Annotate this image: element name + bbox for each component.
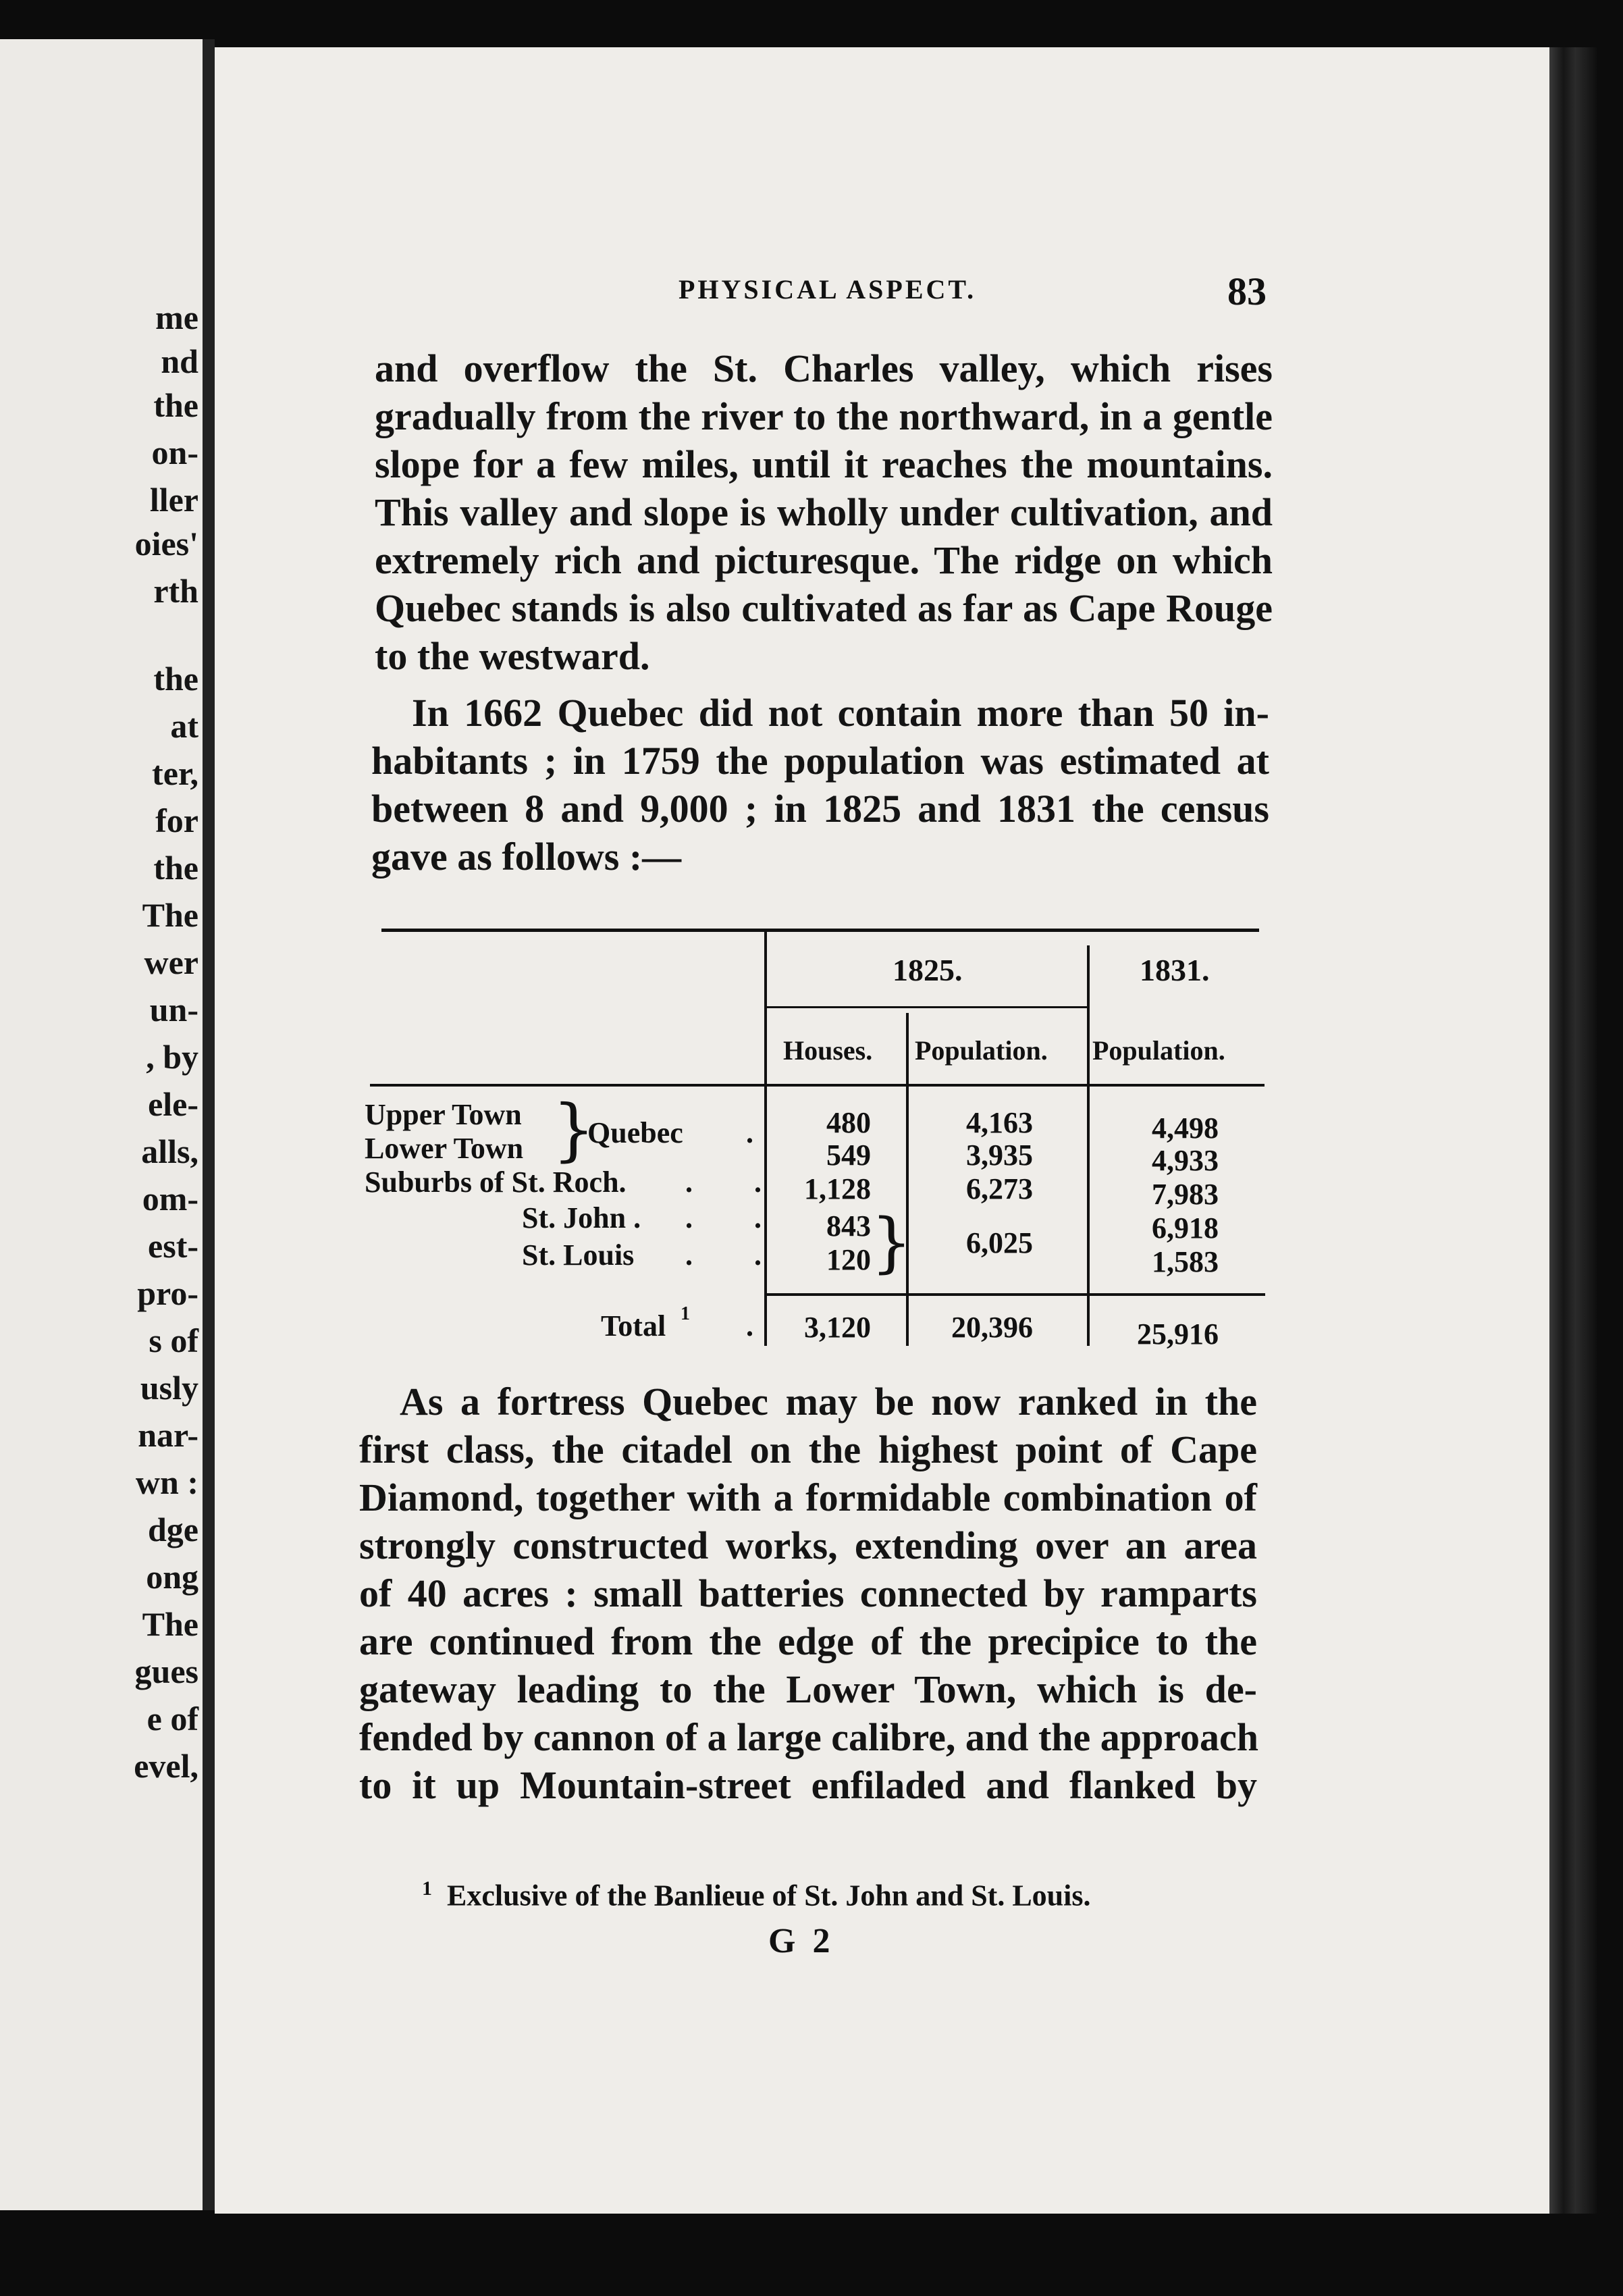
text-line: This valley and slope is wholly under cultivation, and [375,490,1273,534]
previous-page-fragment: oies' [134,525,198,563]
text-line: between 8 and 9,000 ; in 1825 and 1831 the census [371,787,1269,831]
text-line: gradually from the river to the northward, in a gentle [375,394,1273,438]
previous-page-fragment: the [153,660,198,698]
text-line: and overflow the St. Charles valley, which rises [375,346,1273,390]
paragraph-1 [375,344,1273,680]
previous-page-fragment: ele- [148,1085,198,1123]
footnote [422,1877,1091,1913]
previous-page-fragment: dge [148,1511,198,1548]
signature-mark: G 2 [768,1922,834,1960]
previous-page-fragment: The [142,896,198,934]
previous-page-fragment: the [153,386,198,424]
population-1825-total: 20,396 [951,1311,1033,1344]
previous-page-fragment: nar- [138,1416,198,1454]
text-line: In 1662 Quebec did not contain more than 50 in- [412,691,1269,735]
header-population-1825: Population. [915,1035,1048,1066]
previous-page-fragment: alls, [141,1132,198,1170]
previous-page-fragment: usly [140,1369,198,1407]
previous-page-fragment: un- [149,991,198,1028]
text-line: to it up Mountain-street enfiladed and flanked by [359,1763,1257,1807]
text-line: Diamond, together with a formidable combination of [359,1476,1257,1519]
year-1831: 1831. [1140,953,1210,987]
column-rule [1087,945,1090,1346]
page-edge [1549,47,1597,2214]
houses-value: 480 [826,1106,871,1139]
page-number: 83 [1227,269,1267,313]
previous-page-fragment: at [170,707,198,745]
text-line: to the westward. [375,634,650,678]
row-label-lower-town: Lower Town [365,1132,524,1165]
row-dots: . . [685,1166,789,1199]
text-line: slope for a few miles, until it reaches the mountains. [375,442,1273,486]
header-bottom-rule [370,1084,1265,1087]
row-label-st-roch: Suburbs of St. Roch. [365,1166,627,1199]
row-label-st-louis: St. Louis [522,1238,635,1272]
previous-page-fragment: om- [142,1180,198,1218]
row-label-st-john: St. John . [522,1201,641,1234]
previous-page-fragment: , by [146,1038,198,1076]
previous-page-fragment: wer [144,943,198,981]
previous-page-fragment: the [153,849,198,887]
previous-page-fragment: wn : [135,1463,198,1501]
total-rule [766,1293,1265,1296]
footnote-marker: 1 [422,1877,432,1900]
text-line: habitants ; in 1759 the population was estimated at [371,739,1269,783]
previous-page-fragment: ter, [152,754,198,792]
previous-page-fragment: me [155,298,198,336]
text-line: Quebec stands is also cultivated as far as Cape Rouge [375,586,1273,630]
column-rule [764,931,767,1346]
previous-page-fragment: rth [153,572,198,610]
row-dots: . . [685,1201,789,1234]
year-rule [766,1006,1088,1008]
text-line: gateway leading to the Lower Town, which is de- [359,1667,1257,1711]
population-1831-value: 7,983 [1152,1178,1219,1211]
header-population-1831: Population. [1092,1035,1225,1066]
population-1831-value: 4,933 [1152,1144,1219,1177]
houses-value: 549 [826,1139,871,1172]
previous-page-fragment: est- [148,1227,198,1265]
houses-value: 1,128 [804,1172,871,1205]
running-head: PHYSICAL ASPECT. [679,274,977,305]
row-dots: . [746,1309,753,1342]
previous-page-fragment: s of [149,1322,198,1359]
text-line: of 40 acres : small batteries connected by ramparts [359,1571,1257,1615]
population-1831-total: 25,916 [1137,1317,1219,1351]
row-dots: . . [685,1238,789,1272]
population-1831-value: 1,583 [1152,1245,1219,1278]
population-1825-value: 3,935 [966,1139,1033,1172]
population-1825-value: 6,273 [966,1172,1033,1205]
paragraph-3 [359,1378,1257,1809]
previous-page-fragment: evel, [134,1747,198,1785]
houses-total: 3,120 [804,1311,871,1344]
population-1831-value: 4,498 [1152,1112,1219,1145]
previous-page-fragment: gues [134,1652,198,1690]
text-line: extremely rich and picturesque. The ridge on which [375,538,1273,582]
quebec-label: Quebec [587,1116,683,1149]
text-line: strongly constructed works, extending over an area [359,1523,1257,1567]
year-1825: 1825. [893,953,963,987]
previous-page-fragment: pro- [137,1274,198,1312]
population-1831-value: 6,918 [1152,1211,1219,1245]
footnote-marker: 1 [681,1303,690,1324]
footnote-text: Exclusive of the Banlieue of St. John and St. Louis. [447,1879,1091,1912]
previous-page-fragment: e of [147,1700,198,1738]
paragraph-2 [371,689,1269,881]
column-rule [906,1013,909,1346]
population-1825-value: 6,025 [966,1226,1033,1259]
total-label: Total [601,1309,666,1342]
table-top-rule [381,929,1259,932]
previous-page-fragment: nd [161,342,198,380]
row-dots: . [746,1116,753,1149]
text-line: As a fortress Quebec may be now ranked in the [400,1380,1257,1424]
previous-page-fragment: for [155,802,198,839]
text-line: fended by cannon of a large calibre, and the approach [359,1715,1258,1759]
right-brace-icon: } [871,1205,913,1280]
previous-page-fragment: The [142,1605,198,1643]
houses-value: 120 [826,1243,871,1276]
previous-page-fragment: on- [151,434,198,471]
population-1825-value: 4,163 [966,1106,1033,1139]
previous-page-edge [0,39,203,2210]
text-line: are continued from the edge of the precipice to the [359,1619,1257,1663]
previous-page-fragment: ong [146,1558,198,1596]
text-line: gave as follows :— [371,835,682,879]
text-line: first class, the citadel on the highest point of Cape [359,1428,1257,1471]
houses-value: 843 [826,1209,871,1243]
header-houses: Houses. [783,1035,873,1066]
gutter [203,39,215,2210]
previous-page-fragment: ller [149,481,198,519]
right-brace-icon: } [552,1090,595,1169]
row-label-upper-town: Upper Town [365,1098,522,1131]
